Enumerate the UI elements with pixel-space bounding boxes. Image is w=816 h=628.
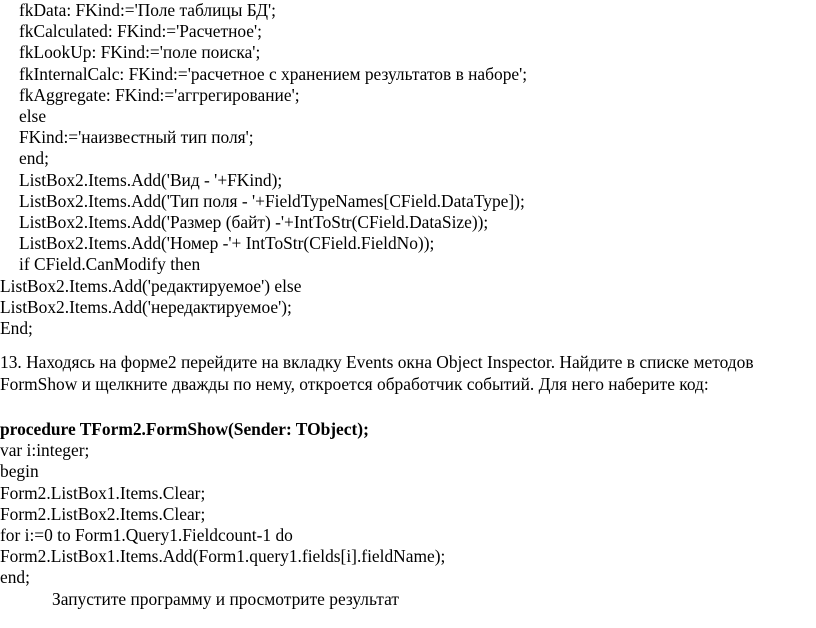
code-line: for i:=0 to Form1.Query1.Fieldcount-1 do: [0, 525, 293, 546]
step-13-text: 13. Находясь на форме2 перейдите на вкладку Events окна Object Inspector. Найдите в списке методов FormShow и щелкните дважды по нему, откроется обработчик событий. Для него наберите код:: [0, 352, 754, 394]
code-line: end;: [0, 567, 30, 588]
closing-instruction: Запустите программу и просмотрите результат: [52, 588, 399, 609]
code-line: end;: [19, 148, 49, 169]
procedure-header: procedure TForm2.FormShow(Sender: TObject);: [0, 419, 369, 439]
code-line: fkInternalCalc: FKind:='расчетное с хранением результатов в наборе';: [19, 63, 528, 84]
code-line: Form2.ListBox2.Items.Clear;: [0, 503, 206, 524]
code-line: else: [19, 106, 47, 127]
code-line: var i:integer;: [0, 440, 90, 461]
code-line: fkLookUp: FKind:='поле поиска';: [19, 42, 261, 63]
code-line: ListBox2.Items.Add('Номер -'+ IntToStr(CField.FieldNo));: [19, 233, 435, 254]
step-13-paragraph: [0, 352, 812, 395]
code-line: Form2.ListBox1.Items.Add(Form1.query1.fields[i].fieldName);: [0, 546, 446, 567]
code-line: fkData: FKind:='Поле таблицы БД';: [19, 0, 276, 20]
code-line: ListBox2.Items.Add('редактируемое') else: [0, 275, 302, 296]
code-line: fkCalculated: FKind:='Расчетное';: [19, 21, 262, 42]
code-line: ListBox2.Items.Add('Размер (байт) -'+IntToStr(CField.DataSize));: [19, 212, 489, 233]
code-block-top: [0, 0, 527, 339]
code-line: Form2.ListBox1.Items.Clear;: [0, 482, 206, 503]
code-line: End;: [0, 318, 33, 339]
code-line: ListBox2.Items.Add('Тип поля - '+FieldTypeNames[CField.DataType]);: [19, 190, 525, 211]
code-block-bottom: [0, 419, 445, 610]
code-line: FKind:='наизвестный тип поля';: [19, 127, 254, 148]
code-line: ListBox2.Items.Add('Вид - '+FKind);: [19, 169, 283, 190]
code-line: fkAggregate: FKind:='аггрегирование';: [19, 84, 300, 105]
code-line: begin: [0, 461, 39, 482]
code-line: if CField.CanModify then: [19, 254, 201, 275]
code-line: ListBox2.Items.Add('нередактируемое');: [0, 296, 292, 317]
